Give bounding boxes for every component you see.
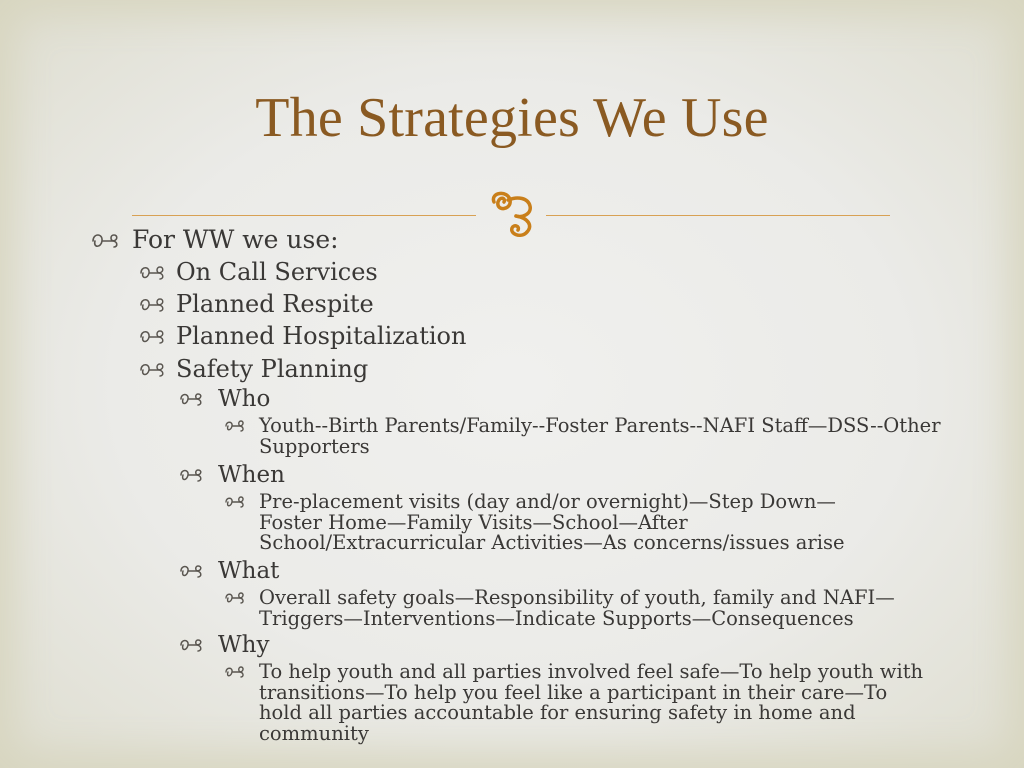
list-item-text: Planned Hospitalization <box>176 322 467 350</box>
slide-title: The Strategies We Use <box>255 87 769 149</box>
list-item-text: Safety Planning <box>176 355 369 383</box>
list-item <box>138 257 378 287</box>
list-item <box>90 225 339 255</box>
list-item <box>138 289 374 319</box>
list-item <box>178 461 285 489</box>
list-item-text: To help youth and all parties involved feel safe—To help youth with transitions—To help you feel like a participant in their care—To hold all parties accountable for ensuring safety in home and community <box>259 660 924 745</box>
scroll-bullet-icon <box>224 496 246 509</box>
list-item-text: For WW we use: <box>132 225 339 254</box>
list-item <box>178 385 270 413</box>
scroll-bullet-icon <box>138 362 166 378</box>
scroll-bullet-icon <box>224 592 246 605</box>
list-item <box>178 557 279 585</box>
scroll-bullet-icon <box>224 420 246 433</box>
list-item <box>224 662 924 744</box>
list-item <box>224 492 894 554</box>
list-item <box>178 631 269 659</box>
list-item-text: Youth--Birth Parents/Family--Foster Parents--NAFI Staff—DSS--Other Supporters <box>259 414 941 458</box>
list-item-text: When <box>218 462 285 488</box>
list-item-text: Planned Respite <box>176 290 374 318</box>
list-item <box>224 416 944 457</box>
scroll-bullet-icon <box>90 232 120 250</box>
scroll-bullet-icon <box>138 329 166 345</box>
list-item-text: Why <box>218 632 270 658</box>
scroll-bullet-icon <box>178 468 204 483</box>
list-item <box>138 321 466 351</box>
list-item-text: On Call Services <box>176 258 378 286</box>
scroll-bullet-icon <box>178 392 204 407</box>
list-item-text: Pre-placement visits (day and/or overnight)—Step Down—Foster Home—Family Visits—School—After School/Extracurricular Activities—As concerns/issues arise <box>259 490 845 554</box>
list-item <box>138 354 368 384</box>
scroll-bullet-icon <box>138 297 166 313</box>
scroll-bullet-icon <box>138 265 166 281</box>
list-item <box>224 588 904 629</box>
list-item-text: What <box>218 558 280 584</box>
scroll-bullet-icon <box>178 564 204 579</box>
scroll-bullet-icon <box>224 666 246 679</box>
list-item-text: Overall safety goals—Responsibility of youth, family and NAFI—Triggers—Interventions—Indicate Supports—Consequences <box>259 586 895 630</box>
list-item-text: Who <box>218 386 271 412</box>
scroll-bullet-icon <box>178 638 204 653</box>
